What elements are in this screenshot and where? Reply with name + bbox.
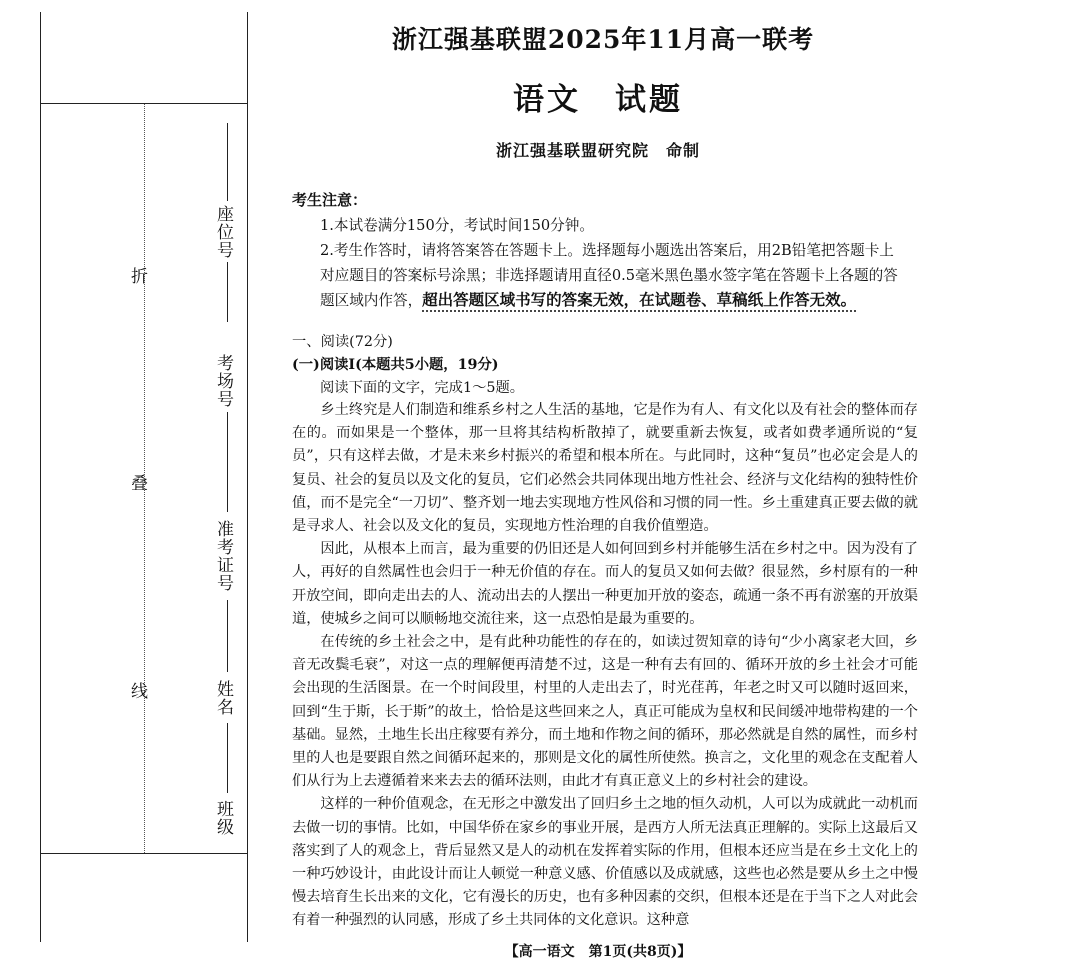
notice-item-2: [292, 238, 902, 313]
margin-bottom-rule: [40, 853, 248, 854]
class-label: 班级: [213, 800, 233, 836]
reading-instruction: 阅读下面的文字，完成1～5题。: [320, 380, 525, 396]
passage-paragraph: 乡土终究是人们制造和维系乡村之人生活的基地，它是作为有人、有文化以及有社会的整体而存在的。而如果是一个整体，那一旦将其结构析散掉了，就要重新去恢复，或者如费孝通所说的“复员”，只有这样去做，才是未来乡村振兴的希望和根本所在。与此同时，这种“复员”也必定会是人的复员、社会的复员以及文化的复员，它们必然会共同体现出地方性社会、经济与文化结构的独特性价值，而不是完全“一刀切”、整齐划一地去实现地方性风俗和习惯的同一性。乡土重建真正要去做的就是寻求人、社会以及文化的复员，实现地方性治理的自我价值塑造。: [292, 402, 918, 535]
passage-paragraph: 这样的一种价值观念，在无形之中激发出了回归乡土之地的恒久动机，人可以为成就此一动机而去做一切的事情。比如，中国华侨在家乡的事业开展，是西方人所无法真正理解的。实际上这最后又落实到了人的观念上，背后显然又是人的动机在发挥着实际的作用，但根本还应当是在乡土文化上的一种巧妙设计，由此设计而让人顿觉一种意义感、价值感以及成就感，这些也必然是要从乡土之中慢慢去培育生长出来的文化，它有漫长的历史，也有多种因素的交织，但根本还是在于当下之人对此会有着一种强烈的认同感，形成了乡土共同体的文化意识。这种意: [292, 796, 918, 929]
seat-number-line: [227, 123, 228, 201]
notice-item-2-emphasis: 超出答题区域书写的答案无效，在试题卷、草稿纸上作答无效。: [422, 292, 857, 309]
binding-margin: [0, 0, 248, 975]
name-label: 姓名: [213, 680, 233, 716]
passage-paragraph: 在传统的乡土社会之中，是有此种功能性的存在的，如读过贺知章的诗句“少小离家老大回，乡音无改鬓毛衰”，对这一点的理解便再清楚不过，这是一种有去有回的、循环开放的乡土社会才可能会出现的生活图景。在一个时间段里，村里的人走出去了，时光荏苒，年老之时又可以随时返回来，回到“生于斯，长于斯”的故土，恰恰是这些回来之人，真正可能成为皇权和民间缓冲地带构建的一个基础。显然，土地生长出庄稼要有养分，而土地和作物之间的循环，那必然就是自然的属性，而乡村里的人也是要跟自然之间循环起来的，那则是文化的属性所使然。换言之，文化里的观念在支配着人们从行为上去遵循着来来去去的循环法则，由此才有真正意义上的乡村社会的建设。: [292, 634, 918, 790]
fold-char-zhe: 折: [131, 267, 148, 287]
fold-char-die: 叠: [131, 474, 148, 494]
exam-room-line: [227, 412, 228, 512]
seat-number-label: 座位号: [213, 205, 233, 259]
admission-number-label: 准考证号: [213, 520, 233, 592]
name-line: [227, 723, 228, 793]
notice-item-1: 1.本试卷满分150分，考试时间150分钟。: [320, 217, 594, 234]
seat-number-line-lower: [227, 262, 228, 322]
publisher: 浙江强基联盟研究院 命制: [495, 141, 700, 160]
candidate-notice: [292, 188, 902, 313]
section-heading: 一、阅读(72分): [292, 334, 393, 350]
notice-heading: 考生注意：: [292, 191, 368, 209]
exam-room-label: 考场号: [213, 354, 233, 408]
fold-char-xian: 线: [131, 682, 148, 702]
reading-passage: [292, 399, 918, 933]
page-footer: 【高一语文 第1页(共8页)】: [504, 944, 692, 960]
notice-item-2-text: 2.考生作答时，请将答案答在答题卡上。选择题每小题选出答案后，用2B铅笔把答题卡上对应题目的答案标号涂黑；非选择题请用直径0.5毫米黑色墨水签字笔在答题卡上各题的答题区域内作答，: [320, 242, 898, 309]
margin-left-border: [40, 12, 41, 942]
admission-number-line: [227, 600, 228, 672]
margin-right-border: [247, 12, 248, 942]
subject-title: 语文 试题: [513, 82, 683, 118]
exam-title: 浙江强基联盟2025年11月高一联考: [391, 25, 815, 54]
subsection-heading: (一)阅读Ⅰ(本题共5小题，19分): [292, 357, 499, 373]
passage-paragraph: 因此，从根本上而言，最为重要的仍旧还是人如何回到乡村并能够生活在乡村之中。因为没有了人，再好的自然属性也会归于一种无价值的存在。而人的复员又如何去做？很显然，乡村原有的一种开放空间，即向走出去的人、流动出去的人摆出一种更加开放的姿态，疏通一条不再有淤塞的开放渠道，使城乡之间可以顺畅地交流往来，这一点恐怕是最为重要的。: [292, 541, 918, 627]
